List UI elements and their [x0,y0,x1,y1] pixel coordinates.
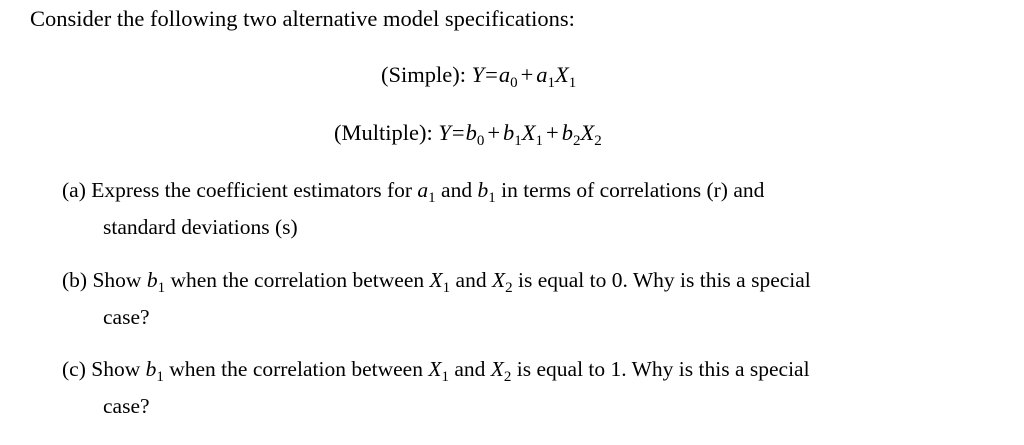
part-c-var-b1-sub: 1 [156,369,164,385]
multiple-model-equation [334,118,602,148]
simple-plus: + [520,62,534,87]
simple-equals: = [485,62,498,87]
simple-model-equation [381,60,576,90]
part-b-var-b1: b [146,268,158,292]
part-a-line-2: standard deviations (s) [103,215,298,239]
part-c-text-2: when the correlation between [163,357,429,381]
part-a-var-b1: b [477,178,489,202]
multiple-b0: b [465,120,477,145]
part-a-var-b1-sub: 1 [488,190,496,206]
multiple-b1: b [503,120,515,145]
part-b-var-x1: X [429,268,443,292]
multiple-plus-1: + [487,120,501,145]
part-c-line-1 [62,357,810,385]
simple-x1: X [555,62,569,87]
simple-a0: a [498,62,511,87]
part-b-text-2: when the correlation between [165,268,430,292]
part-c-var-b1: b [145,357,157,381]
part-c-var-x2-sub: 2 [503,369,512,385]
simple-a1-sub: 1 [547,75,556,91]
multiple-plus-2: + [546,120,559,145]
intro-text: Consider the following two alternative model specifications: [30,6,575,31]
part-c-text-1: (c) Show [62,357,146,381]
part-a-text-3: in terms of correlations (r) and [495,178,765,202]
part-a-line-1 [62,178,765,206]
simple-x1-sub: 1 [568,75,577,91]
multiple-x1: X [521,120,536,145]
multiple-label: (Multiple): [334,120,433,145]
multiple-x2: X [580,120,595,145]
part-c-text-4: is equal to 1. Why is this a special [511,357,810,381]
part-c-var-x2: X [490,357,504,381]
part-b-var-b1-sub: 1 [157,280,166,296]
part-c-var-x1: X [428,357,442,381]
part-c-var-x1-sub: 1 [441,369,449,385]
simple-label: (Simple): [381,62,466,87]
simple-a0-sub: 0 [510,75,518,91]
part-a-var-a1-sub: 1 [428,190,436,206]
part-b-line-1 [62,268,811,296]
part-c-text-3: and [448,357,491,381]
simple-a1: a [536,62,548,87]
multiple-b1-sub: 1 [514,133,522,149]
multiple-b2-sub: 2 [572,133,581,149]
multiple-lhs: Y [438,120,451,145]
part-b-var-x2: X [491,268,506,292]
multiple-x2-sub: 2 [594,133,602,149]
multiple-b0-sub: 0 [476,133,485,149]
part-b-var-x2-sub: 2 [505,280,513,296]
multiple-equals: = [451,120,465,145]
simple-lhs: Y [471,62,485,87]
part-a-text-2: and [435,178,478,202]
part-b-text-1: (b) Show [62,268,147,292]
multiple-x1-sub: 1 [535,133,544,149]
part-c-line-2: case? [103,394,150,418]
part-a-var-a1: a [417,178,429,202]
part-b-var-x1-sub: 1 [442,280,451,296]
multiple-b2: b [561,120,573,145]
part-b-line-2: case? [103,305,150,329]
part-b-text-4: is equal to 0. Why is this a special [512,268,811,292]
part-a-text-1: (a) Express the coefficient estimators for [62,178,418,202]
part-b-text-3: and [450,268,492,292]
